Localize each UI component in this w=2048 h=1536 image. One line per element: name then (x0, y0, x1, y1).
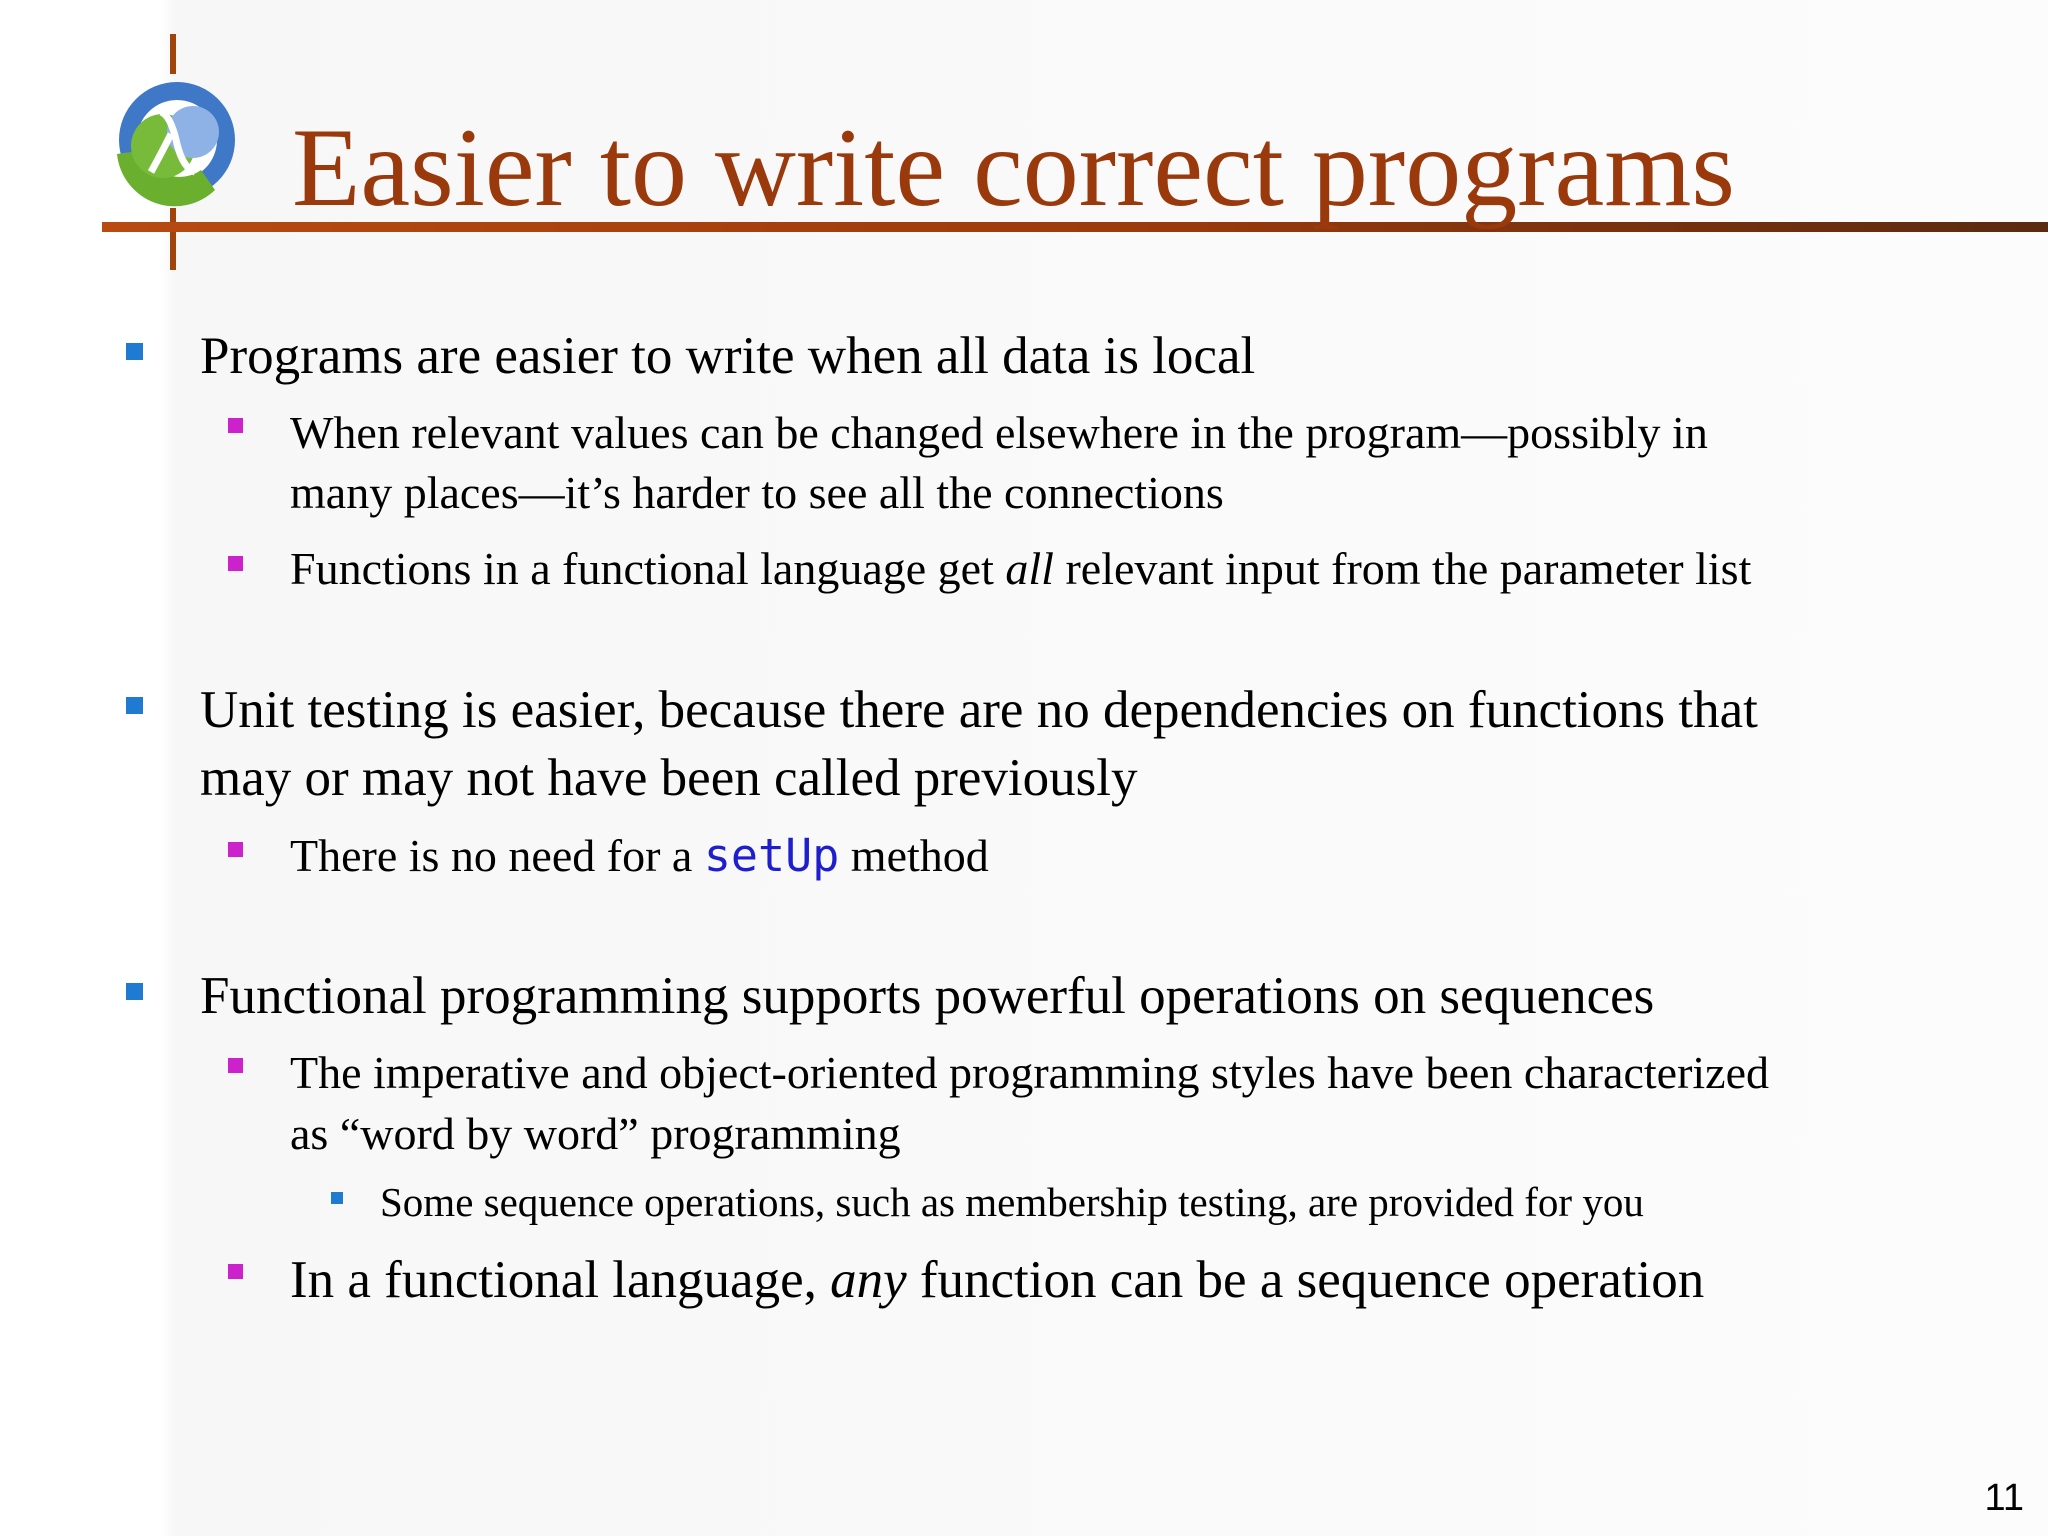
level1-bullet-icon (126, 697, 143, 714)
level2-bullet-icon (228, 1264, 243, 1279)
bullet-2-line2: may or may not have been called previously (200, 749, 1138, 807)
clojure-logo-icon (105, 72, 245, 212)
bullet-3-1-1-text: Some sequence operations, such as membership testing, are provided for you (380, 1179, 1644, 1225)
bullet-1-text: Programs are easier to write when all data is local (200, 327, 1256, 385)
bullet-3-1-line2: as “word by word” programming (290, 1108, 901, 1159)
setup-code: setUp (703, 829, 840, 882)
bullet-1-1-line2: many places—it’s harder to see all the connections (290, 467, 1224, 518)
bullet-1-2-after: relevant input from the parameter list (1053, 543, 1752, 594)
bullet-3-2-after: function can be a sequence operation (906, 1251, 1705, 1309)
bullet-3-text: Functional programming supports powerful operations on sequences (200, 967, 1655, 1025)
bullet-1-2-text (290, 538, 1751, 599)
bullet-2-1-text (290, 825, 989, 886)
page-number: 11 (1984, 1477, 2024, 1519)
bullet-2-line1: Unit testing is easier, because there are no dependencies on functions that (200, 681, 1758, 739)
level2-bullet-icon (228, 842, 243, 857)
level3-bullet-icon (331, 1192, 343, 1204)
bullet-3-2-before: In a functional language, (290, 1251, 831, 1309)
bullet-1-1-line1: When relevant values can be changed elsewhere in the program—possibly in (290, 407, 1708, 458)
bullet-2-1-after: method (839, 830, 989, 881)
title-vertical-rule-top (170, 34, 176, 74)
level1-bullet-icon (126, 343, 143, 360)
bullet-2-1-before: There is no need for a (290, 830, 704, 881)
bullet-1-2-emphasis: all (1005, 543, 1054, 594)
bullet-3-1-line1: The imperative and object-oriented programming styles have been characterized (290, 1047, 1770, 1098)
level2-bullet-icon (228, 418, 243, 433)
level2-bullet-icon (228, 1058, 243, 1073)
title-vertical-rule-bottom (170, 208, 176, 270)
slide-title: Easier to write correct programs (292, 106, 1735, 230)
bullet-1-2-before: Functions in a functional language get (290, 543, 1006, 594)
level2-bullet-icon (228, 556, 243, 571)
bullet-3-2-text (290, 1246, 1704, 1314)
bullet-3-2-emphasis: any (830, 1251, 907, 1309)
level1-bullet-icon (126, 983, 143, 1000)
